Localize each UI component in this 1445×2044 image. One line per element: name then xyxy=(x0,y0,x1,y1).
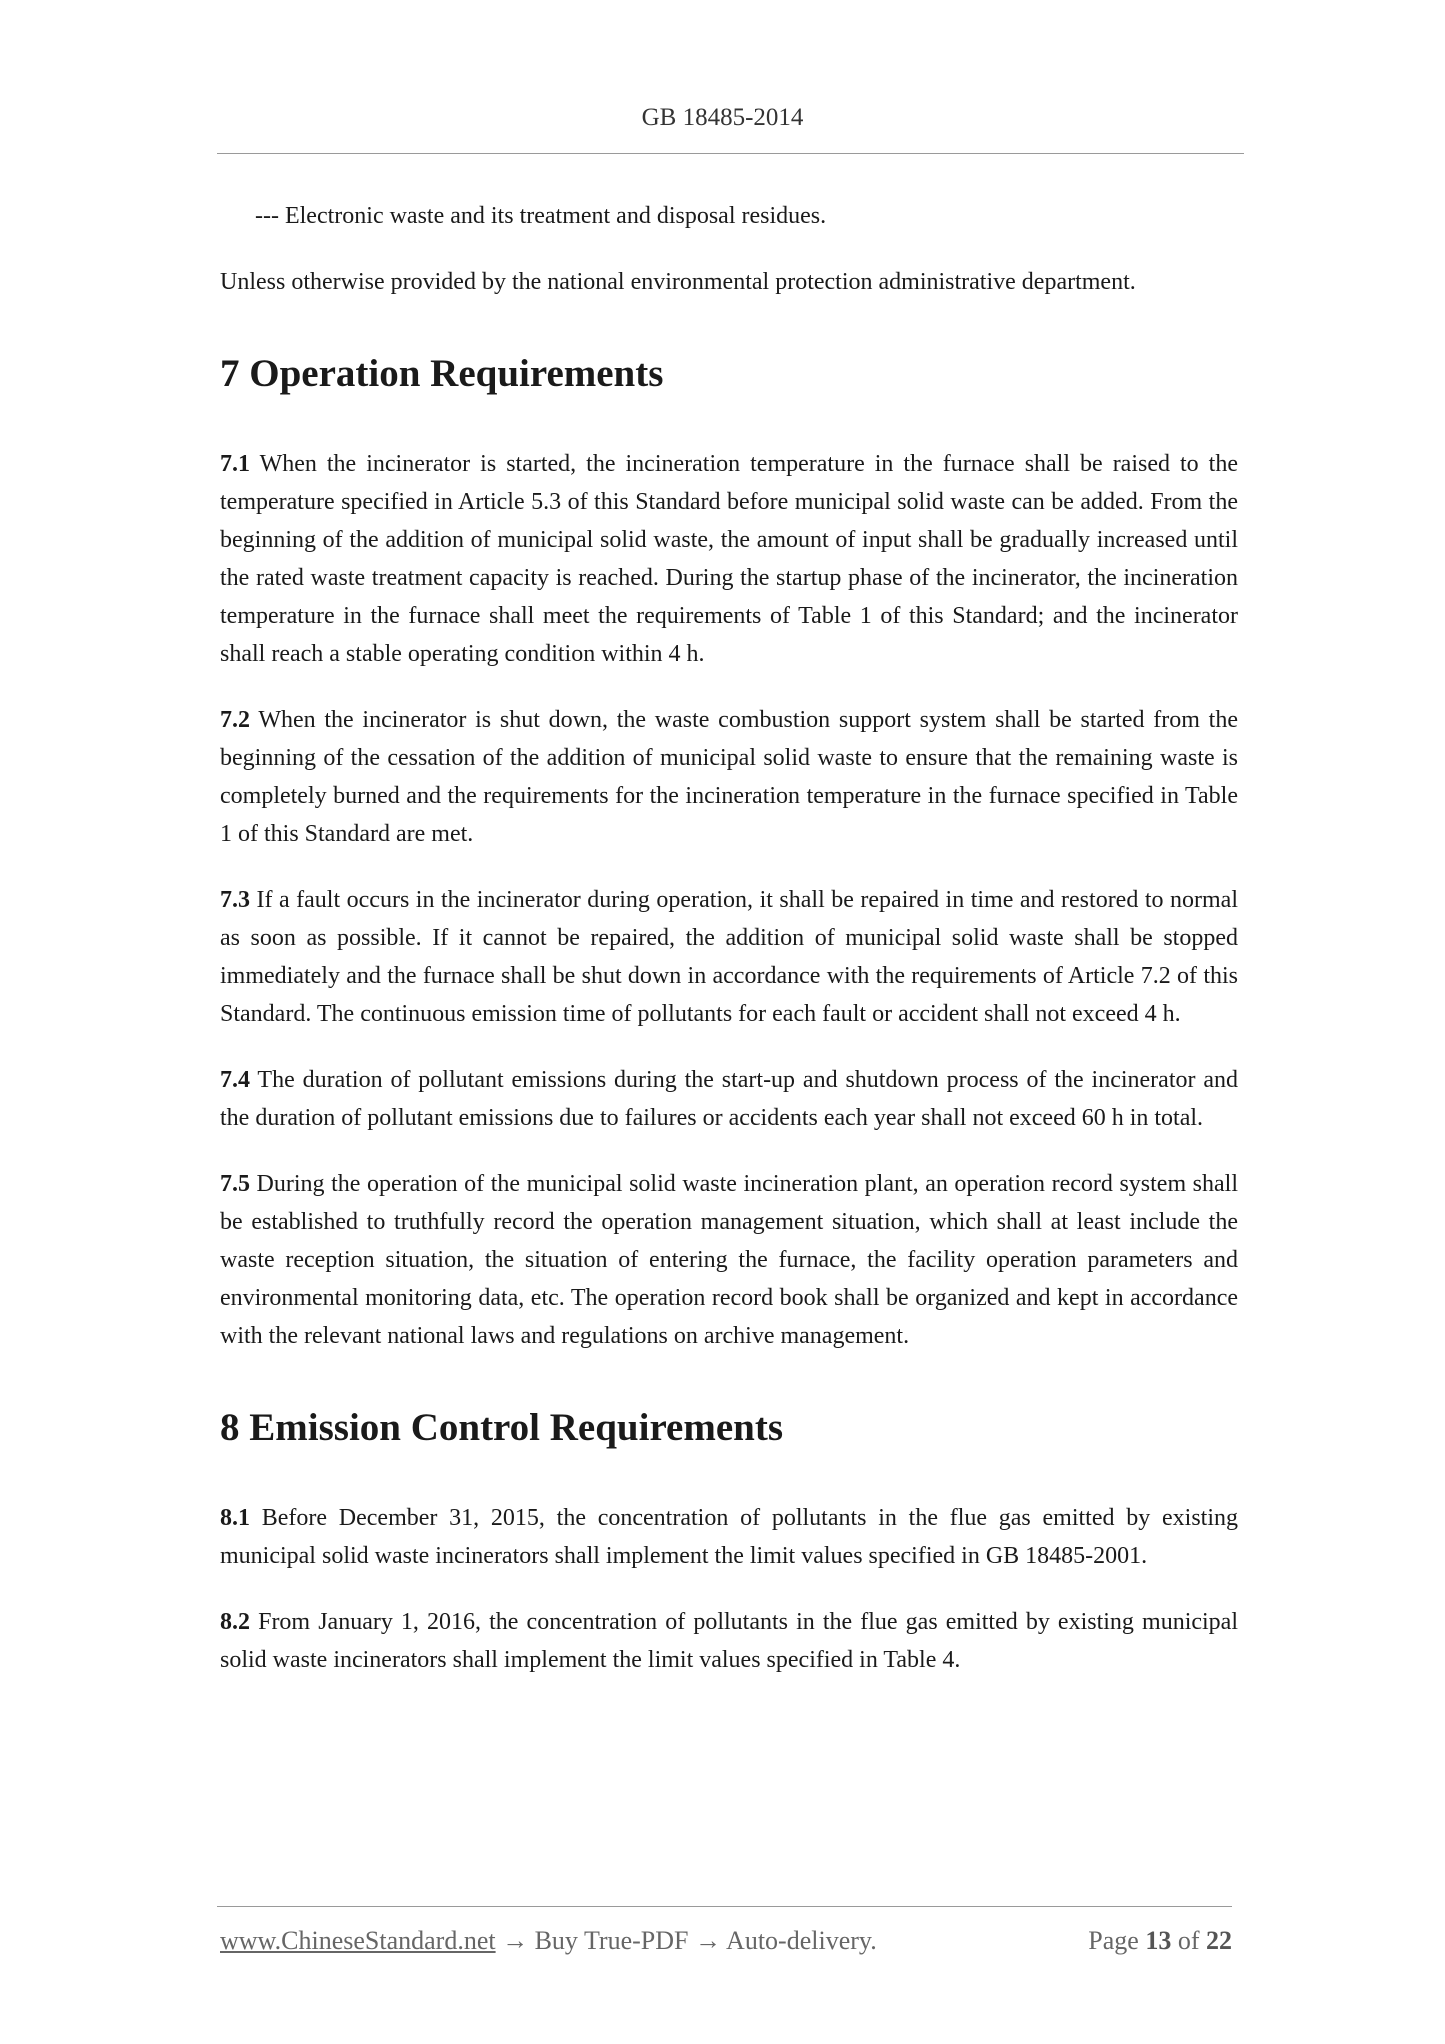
clause-text: The duration of pollutant emissions during the start-up and shutdown process of the incinerator and the duration of pollutant emissions due to failures or accidents each year shall not exceed 60 h in total. xyxy=(220,1067,1238,1131)
document-header: GB 18485-2014 xyxy=(641,104,804,131)
clause-number: 7.2 xyxy=(220,707,250,733)
page-total: 22 xyxy=(1206,1926,1232,1955)
page-content xyxy=(220,197,1238,1707)
promo-text: → Buy True-PDF → Auto-delivery. xyxy=(495,1926,877,1955)
section-heading-8: 8 Emission Control Requirements xyxy=(220,1406,784,1449)
clause-7-5 xyxy=(220,1165,1238,1355)
clause-number: 7.1 xyxy=(220,451,250,477)
clause-text: If a fault occurs in the incinerator during operation, it shall be repaired in time and restored to normal as soon as possible. If it cannot be repaired, the addition of municipal solid waste shall be stopped immediately and the furnace shall be shut down in accordance with the requirements of Article 7.2 of this Standard. The continuous emission time of pollutants for each fault or accident shall not exceed 4 h. xyxy=(220,887,1238,1027)
footer-promo xyxy=(220,1926,877,1956)
section-heading-7: 7 Operation Requirements xyxy=(220,352,664,395)
site-link[interactable]: www.ChineseStandard.net xyxy=(220,1926,496,1955)
clause-7-2 xyxy=(220,701,1238,853)
page-label: Page xyxy=(1088,1926,1139,1955)
clause-text: Before December 31, 2015, the concentration of pollutants in the flue gas emitted by existing municipal solid waste incinerators shall implement the limit values specified in GB 18485-2001. xyxy=(220,1505,1238,1569)
clause-text: When the incinerator is started, the incineration temperature in the furnace shall be raised to the temperature specified in Article 5.3 of this Standard before municipal solid waste can be added. From the beginning of the addition of municipal solid waste, the amount of input shall be gradually increased until the rated waste treatment capacity is reached. During the startup phase of the incinerator, the incineration temperature in the furnace shall meet the requirements of Table 1 of this Standard; and the incinerator shall reach a stable operating condition within 4 h. xyxy=(220,451,1238,667)
page-current: 13 xyxy=(1145,1926,1172,1955)
clause-8-1 xyxy=(220,1499,1238,1575)
clause-text: From January 1, 2016, the concentration of pollutants in the flue gas emitted by existing municipal solid waste incinerators shall implement the limit values specified in Table 4. xyxy=(220,1609,1238,1673)
list-item: --- Electronic waste and its treatment and disposal residues. xyxy=(255,203,827,229)
clause-number: 8.1 xyxy=(220,1505,250,1531)
intro-note: Unless otherwise provided by the national environmental protection administrative department. xyxy=(220,269,1136,295)
clause-text: When the incinerator is shut down, the waste combustion support system shall be started from the beginning of the cessation of the addition of municipal solid waste to ensure that the remaining waste is completely burned and the requirements for the incineration temperature in the furnace specified in Table 1 of this Standard are met. xyxy=(220,707,1238,847)
clause-number: 7.3 xyxy=(220,887,250,913)
clause-number: 8.2 xyxy=(220,1609,250,1635)
header-divider xyxy=(217,153,1244,154)
clause-8-2 xyxy=(220,1603,1238,1679)
clause-text: During the operation of the municipal solid waste incineration plant, an operation record system shall be established to truthfully record the operation management situation, which shall at least include the waste reception situation, the situation of entering the furnace, the facility operation parameters and environmental monitoring data, etc. The operation record book shall be organized and kept in accordance with the relevant national laws and regulations on archive management. xyxy=(220,1171,1238,1349)
page-indicator xyxy=(1088,1926,1232,1956)
clause-number: 7.4 xyxy=(220,1067,250,1093)
page-of-label: of xyxy=(1177,1926,1200,1955)
page-footer xyxy=(220,1926,1232,1956)
clause-7-1 xyxy=(220,445,1238,673)
footer-divider xyxy=(217,1906,1232,1907)
clause-number: 7.5 xyxy=(220,1171,250,1197)
clause-7-4 xyxy=(220,1061,1238,1137)
clause-7-3 xyxy=(220,881,1238,1033)
